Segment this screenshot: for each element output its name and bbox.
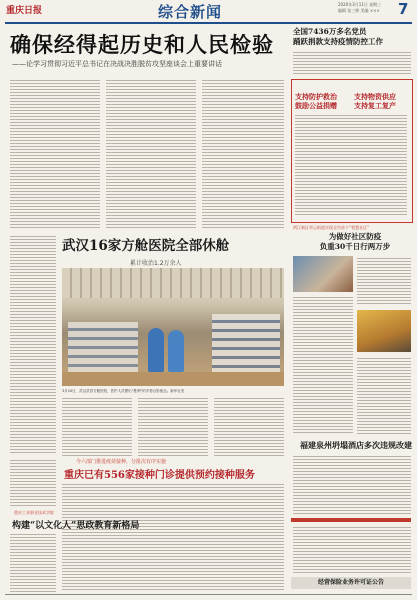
wuhan-body-a (62, 396, 132, 456)
medic-figure-2 (168, 330, 184, 372)
photo-caption: 3月10日，武汉武昌方舱医院，医护人员摆出“胜利”的手势合影留念。新华社发 (62, 389, 185, 393)
right-story3-body-b (357, 256, 411, 306)
right-story1-headline: 全国7436万多名党员 踊跃捐款支持疫情防控工作 (293, 27, 383, 46)
right-notice-body (293, 525, 411, 573)
right-story3-kicker: 两江新区翠云街道实现全市首个“智慧社区” (293, 225, 370, 230)
lead-body-col1 (10, 78, 100, 230)
right-story2b-headline: 支持物资供应 支持复工复产 (354, 92, 396, 110)
masthead-date: 2020年3月11日 星期三 (338, 2, 382, 7)
vaccine-body (62, 482, 284, 592)
right-story3-photo2 (357, 310, 411, 352)
vaccine-kicker: 今六部门推进疫苗接种，分批次有序实施 (76, 459, 167, 465)
wuhan-body-c (214, 396, 284, 456)
floor (62, 372, 284, 386)
beds-right (212, 314, 280, 380)
right-story3-body-c (357, 356, 411, 436)
lead-subhead: ——论学习贯彻习近平总书记在决战决胜脱贫攻坚座谈会上重要讲话 (12, 60, 222, 68)
right-ad-bar: 经营保险业务许可证公告 (291, 577, 411, 589)
footer-rule (5, 594, 412, 595)
right-story4-headline: 福建泉州坍塌酒店多次违规改建 (300, 440, 412, 450)
wuhan-subline: 累计收治1.2万余人 (130, 260, 182, 267)
culture-headline: 构建“以文化人”思政教育新格局 (12, 521, 140, 531)
masthead-logo: 重庆日报 (6, 6, 43, 16)
lead-headline: 确保经得起历史和人民检验 (10, 32, 274, 57)
right-story3-body-a (293, 295, 353, 435)
wuhan-body-b (138, 396, 208, 456)
masthead-editor: 编辑 张三婷 美编 ××× (338, 8, 380, 13)
wuhan-photo (62, 268, 284, 386)
hall-roof (62, 268, 284, 298)
culture-left-top (10, 458, 56, 508)
lead-body-col3 (202, 78, 284, 230)
right-red-banner (291, 518, 411, 522)
right-story4-body (293, 454, 411, 514)
wuhan-headline: 武汉16家方舱医院全部休舱 (62, 238, 230, 254)
vaccine-headline: 重庆已有556家接种门诊提供预约接种服务 (64, 470, 255, 481)
right-story2-body (295, 113, 407, 217)
wuhan-left-text (10, 234, 56, 454)
right-story1-body (293, 50, 411, 76)
lead-body-col2 (106, 78, 196, 230)
right-story3-headline: 为做好社区防疫 负重30千日行两万步 (319, 232, 391, 251)
section-title: 综合新闻 (158, 3, 223, 21)
culture-body (10, 532, 56, 592)
culture-kicker: 重庆工业职业技术学院 (14, 510, 54, 515)
right-story2a-headline: 支持防护救治 鼓励公益捐赠 (295, 92, 337, 110)
page-number: 7 (398, 0, 409, 18)
medic-figure-1 (148, 328, 164, 372)
right-story3-photo (293, 256, 353, 292)
masthead-rule (5, 22, 412, 24)
